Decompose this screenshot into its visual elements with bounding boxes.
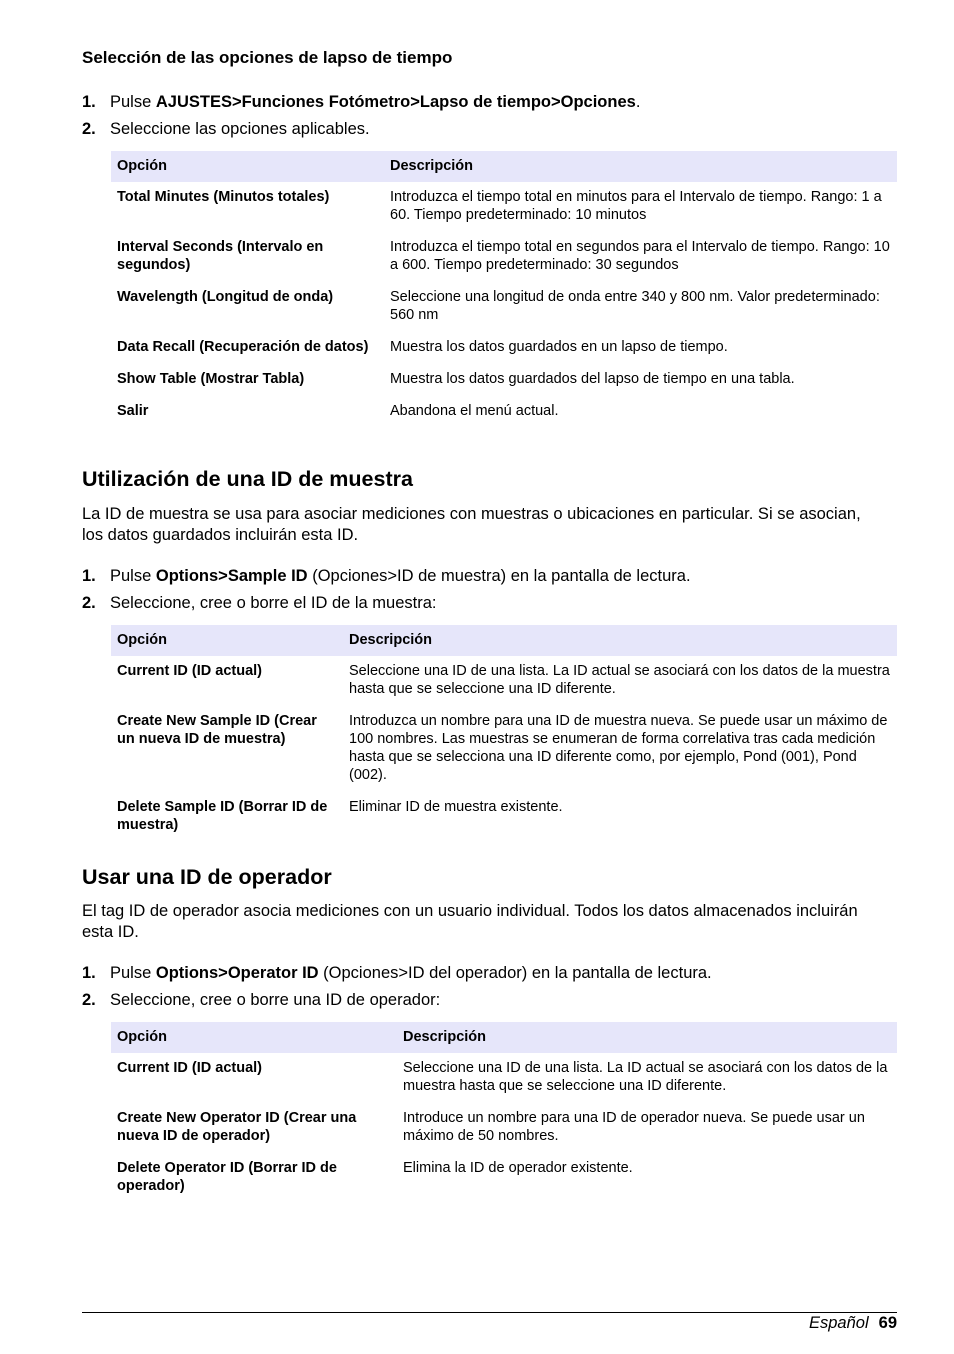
step-text-post: (Opciones>ID de muestra) en la pantalla de lectura.: [307, 567, 691, 585]
table-row: [111, 706, 897, 792]
section3-step-1: [82, 963, 897, 983]
step-number: 2.: [82, 594, 96, 612]
column-header-description: Descripción: [397, 1022, 897, 1053]
section1-step-1: [82, 92, 897, 112]
section-operator-id-title: Usar una ID de operador: [82, 865, 332, 889]
option-name: Salir: [117, 403, 149, 419]
column-header-option: Opción: [111, 625, 343, 656]
column-header-description: Descripción: [343, 625, 897, 656]
option-description: Muestra los datos guardados del lapso de tiempo en una tabla.: [390, 371, 795, 387]
option-name: Interval Seconds (Intervalo en segundos): [117, 239, 324, 273]
table-row: [111, 232, 897, 282]
time-lapse-options-table: [111, 151, 897, 428]
step-menu-path: Options>Operator ID: [155, 964, 319, 982]
operator-id-options-table: [111, 1022, 897, 1203]
step-number: 1.: [82, 93, 96, 111]
step-text-pre: Pulse: [110, 567, 156, 585]
step-text-post: .: [635, 93, 641, 111]
table-header-row: [111, 625, 897, 656]
option-description: Elimina la ID de operador existente.: [403, 1160, 633, 1176]
table-row: [111, 396, 897, 428]
option-description: Introduzca el tiempo total en minutos para el Intervalo de tiempo. Rango: 1 a 60. Tiempo predeterminado: 10 minutos: [390, 189, 882, 223]
step-number: 2.: [82, 120, 96, 138]
table-row: [111, 182, 897, 232]
option-name: Current ID (ID actual): [117, 1060, 263, 1076]
column-header-option: Opción: [111, 1022, 397, 1053]
option-name: Wavelength (Longitud de onda): [117, 289, 334, 305]
table-row: [111, 282, 897, 332]
section3-step-2: [82, 990, 897, 1010]
table-header-row: [111, 1022, 897, 1053]
option-description: Introduce un nombre para una ID de operador nueva. Se puede usar un máximo de 50 nombres.: [403, 1110, 865, 1144]
option-name: Create New Operator ID (Crear una nueva ID de operador): [117, 1110, 357, 1144]
operator-id-intro: El tag ID de operador asocia mediciones con un usuario individual. Todos los datos almacenados incluirán esta ID.: [82, 902, 858, 941]
table-row: [111, 1053, 897, 1103]
option-name: Delete Sample ID (Borrar ID de muestra): [117, 799, 328, 833]
option-description: Introduzca un nombre para una ID de muestra nueva. Se puede usar un máximo de 100 nombres. Las muestras se enumeran de forma correlativa tras cada medición hasta que se selecciona una ID diferente como, por ejemplo, Pond (001), Pond (002).: [349, 713, 888, 783]
footer-language: Español: [809, 1314, 869, 1332]
option-name: Data Recall (Recuperación de datos): [117, 339, 369, 355]
step-number: 1.: [82, 964, 96, 982]
option-name: Current ID (ID actual): [117, 663, 263, 679]
step-text-post: (Opciones>ID del operador) en la pantalla de lectura.: [318, 964, 712, 982]
option-description: Muestra los datos guardados en un lapso de tiempo.: [390, 339, 728, 355]
option-name: Total Minutes (Minutos totales): [117, 189, 330, 205]
table-row: [111, 332, 897, 364]
step-number: 2.: [82, 991, 96, 1009]
option-name: Show Table (Mostrar Tabla): [117, 371, 305, 387]
section-sample-id-title: Utilización de una ID de muestra: [82, 467, 413, 491]
option-description: Seleccione una longitud de onda entre 340 y 800 nm. Valor predeterminado: 560 nm: [390, 289, 880, 323]
column-header-option: Opción: [111, 151, 384, 182]
step-menu-path: Options>Sample ID: [155, 567, 308, 585]
step-text: Seleccione, cree o borre una ID de operador:: [110, 991, 441, 1009]
column-header-description: Descripción: [384, 151, 897, 182]
table-header-row: [111, 151, 897, 182]
step-text: Seleccione, cree o borre el ID de la muestra:: [110, 594, 437, 612]
table-row: [111, 364, 897, 396]
section2-step-2: [82, 593, 897, 613]
page-number: 69: [878, 1314, 897, 1332]
option-description: Eliminar ID de muestra existente.: [349, 799, 563, 815]
option-description: Abandona el menú actual.: [390, 403, 559, 419]
option-description: Seleccione una ID de una lista. La ID actual se asociará con los datos de la muestra hasta que se seleccione una ID diferente.: [403, 1060, 888, 1094]
page-footer: [809, 1313, 897, 1333]
step-text-pre: Pulse: [110, 964, 156, 982]
table-row: [111, 792, 897, 842]
option-name: Create New Sample ID (Crear un nueva ID de muestra): [117, 713, 317, 747]
sample-id-intro: La ID de muestra se usa para asociar mediciones con muestras o ubicaciones en particular. Si se asocian, los datos guardados incluirán esta ID.: [82, 505, 861, 544]
sample-id-options-table: [111, 625, 897, 842]
step-text: Seleccione las opciones aplicables.: [110, 120, 370, 138]
step-number: 1.: [82, 567, 96, 585]
section2-step-1: [82, 566, 897, 586]
section1-step-2: [82, 119, 897, 139]
option-name: Delete Operator ID (Borrar ID de operador): [117, 1160, 337, 1194]
option-description: Seleccione una ID de una lista. La ID actual se asociará con los datos de la muestra hasta que se seleccione una ID diferente.: [349, 663, 890, 697]
table-row: [111, 1153, 897, 1203]
step-menu-path: AJUSTES>Funciones Fotómetro>Lapso de tiempo>Opciones: [155, 93, 636, 111]
section-time-lapse-title: Selección de las opciones de lapso de tiempo: [82, 48, 453, 67]
footer-divider: [82, 1312, 897, 1313]
table-row: [111, 1103, 897, 1153]
table-row: [111, 656, 897, 706]
step-text-pre: Pulse: [110, 93, 156, 111]
option-description: Introduzca el tiempo total en segundos para el Intervalo de tiempo. Rango: 10 a 600. Tiempo predeterminado: 30 segundos: [390, 239, 890, 273]
